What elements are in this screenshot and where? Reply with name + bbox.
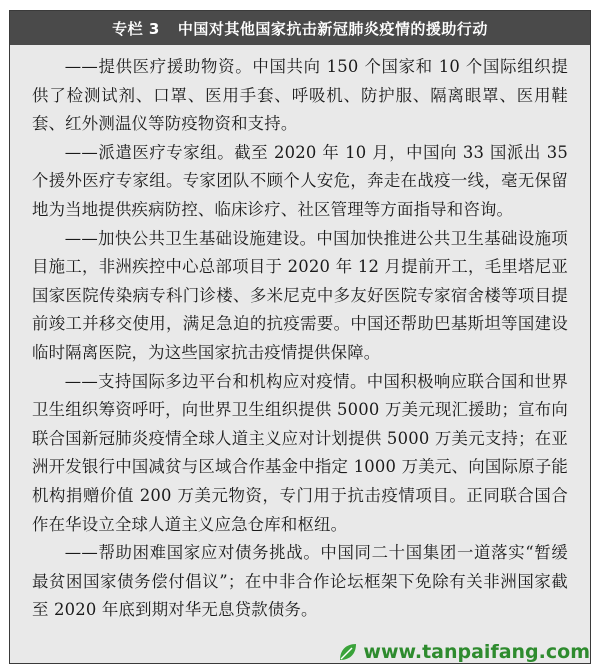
box-content bbox=[10, 45, 590, 625]
paragraph-multilateral-support: ——支持国际多边平台和机构应对疫情。中国积极响应联合国和世界卫生组织筹资呼吁，向世界卫生组织提供 5000 万美元现汇援助；宣布向联合国新冠肺炎疫情全球人道主义应对计划提供 5000 万美元支持；在亚洲开发银行中国减贫与区域合作基金中指定 1000 万美元、向国际原子能机构捐赠价值 200 万美元物资，专门用于抗击疫情项目。正同联合国合作在华设立全球人道主义应急仓库和枢纽。 bbox=[32, 371, 568, 534]
box-title: 中国对其他国家抗击新冠肺炎疫情的援助行动 bbox=[177, 19, 488, 38]
paragraph-medical-supplies: ——提供医疗援助物资。中国共向 150 个国家和 10 个国际组织提供了检测试剂、口罩、医用手套、呼吸机、防护服、隔离眼罩、医用鞋套、红外测温仪等防疫物资和支持。 bbox=[32, 57, 568, 134]
paragraph-debt-relief: ——帮助困难国家应对债务挑战。中国同二十国集团一道落实“暂缓最贫困国家债务偿付倡议”；在中非合作论坛框架下免除有关非洲国家截至 2020 年底到期对华无息贷款债务。 bbox=[32, 543, 568, 620]
watermark-site-text: www.tanpaifang.com bbox=[363, 641, 590, 663]
sidebar-box bbox=[9, 10, 591, 664]
box-header bbox=[10, 11, 590, 45]
paragraph-infrastructure: ——加快公共卫生基础设施建设。中国加快推进公共卫生基础设施项目施工，非洲疾控中心总部项目于 2020 年 12 月提前开工，毛里塔尼亚国家医院传染病专科门诊楼、多米尼克中多友好医院专家宿舍楼等项目提前竣工并移交使用，满足急迫的抗疫需要。中国还帮助巴基斯坦等国建设临时隔离医院，为这些国家抗击疫情提供保障。 bbox=[32, 228, 568, 362]
paragraph-medical-experts: ——派遣医疗专家组。截至 2020 年 10 月，中国向 33 国派出 35 个援外医疗专家组。专家团队不顾个人安危，奔走在战疫一线，毫无保留地为当地提供疾病防控、临床诊疗、社区管理等方面指导和咨询。 bbox=[32, 142, 568, 219]
leaf-icon bbox=[337, 641, 359, 663]
box-label: 专栏 3 bbox=[112, 19, 160, 38]
site-watermark bbox=[337, 641, 590, 663]
